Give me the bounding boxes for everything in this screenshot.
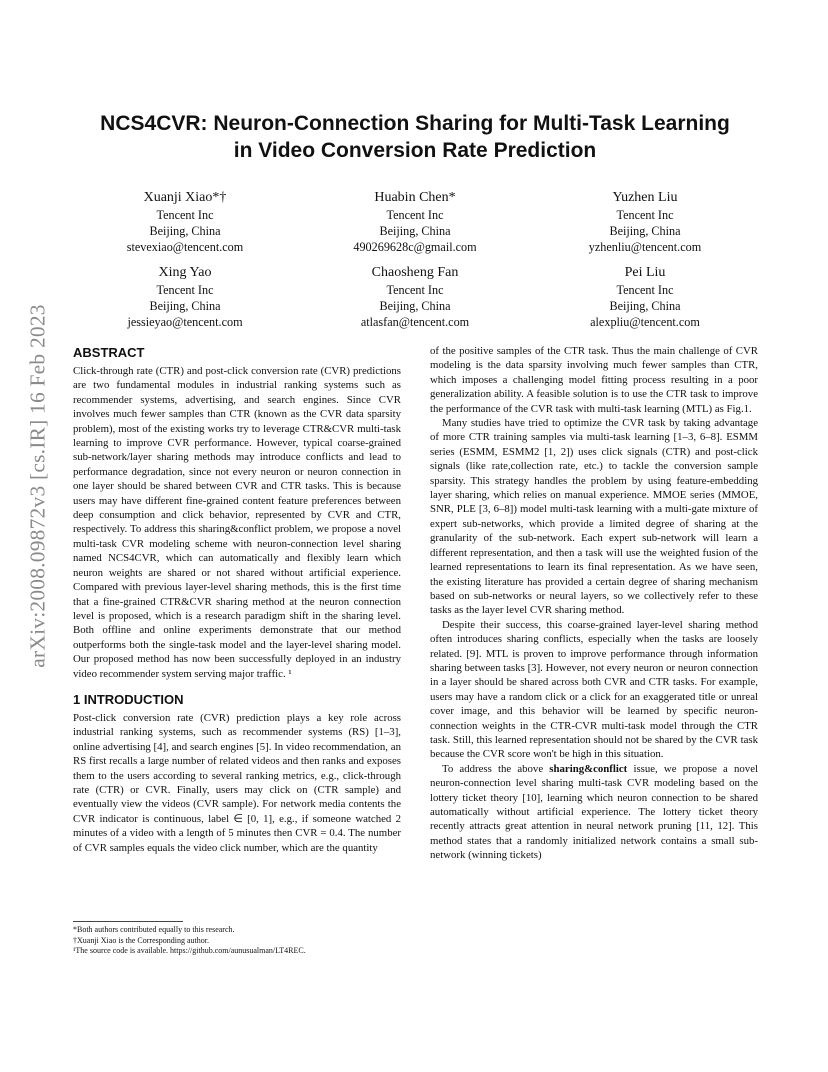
paragraph-lead: To address the above (442, 762, 550, 775)
author-org: Tencent Inc (616, 208, 674, 222)
author-card (300, 263, 530, 330)
abstract-heading: ABSTRACT (73, 345, 145, 360)
author-location: Beijing, China (379, 299, 451, 313)
author-card (530, 263, 760, 330)
author-email: stevexiao@tencent.com (126, 240, 244, 254)
paper-title (70, 110, 760, 164)
title-line-2: in Video Conversion Rate Prediction (233, 139, 597, 162)
title-line-1: NCS4CVR: Neuron-Connection Sharing for Multi-Task Learning (100, 112, 730, 135)
author-email: alexpliu@tencent.com (590, 315, 700, 329)
author-name: Pei Liu (624, 265, 666, 280)
author-location: Beijing, China (149, 299, 221, 313)
arxiv-stamp: arXiv:2008.09872v3 [cs.IR] 16 Feb 2023 (25, 304, 50, 668)
body-paragraph: Despite their success, this coarse-grained layer-level sharing method often introduces sharing conflicts, especially when the tasks are loosely related. [9]. MTL is proven to improve performance through information sharing between tasks [3]. However, not every neuron or neuron connection in a layer should be shared across both CVR and CTR tasks. For example, users may have a random click or a click for an exaggerated title or unreal cover image, and this behavior will be learned by specific neuron-connection weights in the CTR-CVR multi-task model through the CTR task. Still, this learned representation should not be shared by the CVR task because the CVR score won't be high in this situation. (430, 618, 758, 761)
right-column (430, 344, 758, 863)
author-org: Tencent Inc (156, 208, 214, 222)
author-name: Xing Yao (158, 265, 212, 280)
author-name: Huabin Chen* (374, 190, 456, 205)
left-column (73, 344, 401, 855)
author-card (530, 188, 760, 255)
author-card (70, 263, 300, 330)
intro-paragraph: Post-click conversion rate (CVR) prediction plays a key role across industrial ranking systems, such as recommender systems (RS) [1–3], online advertising [4], and search engines [5]. In video recommendation, an RS first recalls a large number of related videos and then ranks and exposes them to the users according to several ranking metrics, e.g., click-through rate (CTR) or CVR. Finally, users may click on (CTR sample) and eventually view the videos (CVR sample). For network media contents the CVR indicator is continuous, label ∈ [0, 1], e.g., if someone watched 2 minutes of a video with a length of 5 minutes then CVR = 0.4. The number of CVR samples equals the video click number, which are the quantity (73, 711, 401, 854)
footnote-corresponding-author: †Xuanji Xiao is the Corresponding author. (73, 935, 209, 945)
paragraph-rest: issue, we propose a novel neuron-connection level sharing multi-task CVR modeling based on the lottery ticket theory [10], learning which neuron connection to be shared automatically without artificial experience. The lottery ticket theory recently attracts great attention in neural network pruning [11, 12]. This method states that a randomly initialized network contains a small sub-network (winning tickets) (430, 762, 759, 862)
author-email: 490269628c@gmail.com (353, 240, 477, 254)
footnote-source-code: ¹The source code is available. https://github.com/aunusualman/LT4REC. (73, 946, 306, 955)
author-org: Tencent Inc (386, 283, 444, 297)
body-paragraph: of the positive samples of the CTR task. Thus the main challenge of CVR modeling is the data sparsity involving much fewer samples than CTR, which imposes a challenging model fitting process resulting in a poor generalization ability. A feasible solution is to use the CTR task to improve the performance of the CVR task with multi-task learning (MTL) as Fig.1. (430, 345, 758, 415)
author-email: jessieyao@tencent.com (127, 315, 243, 329)
emphasis-text: sharing&conflict (549, 762, 628, 775)
author-block (70, 188, 760, 330)
author-name: Chaosheng Fan (371, 265, 459, 280)
author-org: Tencent Inc (156, 283, 214, 297)
author-card (300, 188, 530, 255)
author-name: Xuanji Xiao*† (143, 190, 227, 205)
author-location: Beijing, China (609, 224, 681, 238)
footnotes (73, 921, 401, 957)
author-email: atlasfan@tencent.com (360, 315, 470, 329)
author-email: yzhenliu@tencent.com (588, 240, 702, 254)
author-card (70, 188, 300, 255)
abstract-text: Click-through rate (CTR) and post-click conversion rate (CVR) predictions are two fundamental modules in industrial ranking systems such as recommender systems, advertising, and search engines. Since CVR involves much fewer samples than CTR (known as the CVR data sparsity problem), most of the existing works try to leverage CTR&CVR multi-task learning to improve CVR performance. However, typical coarse-grained sub-network/layer sharing methods may introduce conflicts and lead to performance degradation, since not every neuron or neuron connection in one layer should be shared between CVR and CTR tasks. This is because users may have different fine-grained content feature preferences between deep consumption and click behavior, represented by CVR and CTR, respectively. To address this sharing&conflict problem, we propose a novel multi-task CVR modeling scheme with neuron-connection level sharing named NCS4CVR, which can automatically and flexibly learn which neuron weights are shared or not shared without artificial experience. Compared with previous layer-level sharing methods, this is the first time that a fine-grained CTR&CVR sharing method at the neuron connection level is proposed, which is a research paradigm shift in the sharing level. Both offline and online experiments demonstrate that our method outperforms both the single-task model and the layer-level sharing model. Our proposed method has now been successfully deployed in an industry video recommender system serving major traffic. ¹ (73, 365, 401, 680)
footnote-rule (73, 921, 183, 922)
author-name: Yuzhen Liu (612, 190, 678, 205)
introduction-heading: 1 INTRODUCTION (73, 691, 184, 707)
author-org: Tencent Inc (616, 283, 674, 297)
author-org: Tencent Inc (386, 208, 444, 222)
body-paragraph: Many studies have tried to optimize the CVR task by taking advantage of more CTR training samples via multi-task learning [1–3, 6–8]. ESMM series (ESMM, ESMM2 [1, 2]) uses click signals (CTR) and post-click signals (like rate,collection rate, etc.) to tackle the conversion sample sparsity. This strategy handles the problem by using feature-embedding layer sharing, which relies on manual experience. MMOE series (MMOE, SNR, PLE [3, 6–8]) model multi-task learning with a multi-gate mixture of expert sub-networks, which provide a limited degree of sharing at the granularity of the sub-network. Each expert sub-network will learn a different representation, and then a task will use the weighted fusion of the learned representations to learn its final representation. As we have seen, the existing literature has provided a certain degree of sharing mechanism based on sub-networks or neural layers, so we collectively refer to these tasks as the layer level CVR sharing method. (430, 417, 758, 617)
author-location: Beijing, China (149, 224, 221, 238)
author-location: Beijing, China (379, 224, 451, 238)
body-paragraph (430, 762, 758, 863)
footnote-equal-contribution: *Both authors contributed equally to this research. (73, 925, 235, 934)
author-location: Beijing, China (609, 299, 681, 313)
